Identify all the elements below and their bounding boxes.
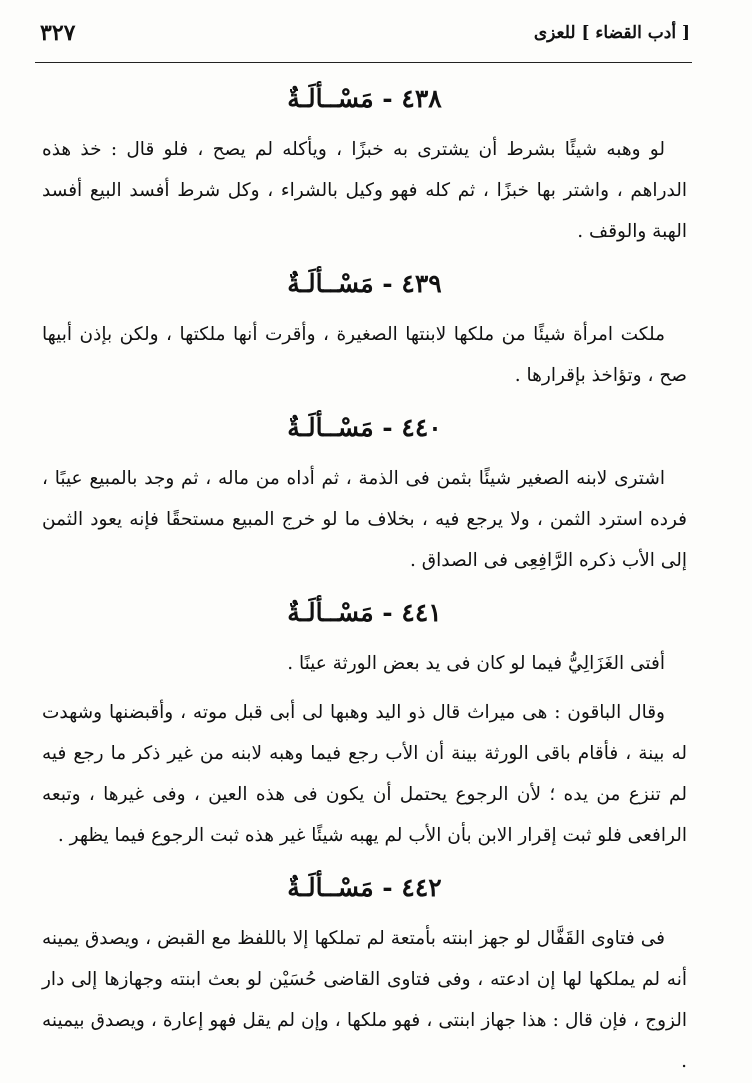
issue-section-442 bbox=[42, 864, 687, 1082]
issue-section-441 bbox=[42, 589, 687, 856]
issue-title: ٤٤٠ - مَسْــألَـةٌ bbox=[287, 413, 442, 442]
issue-paragraph: لو وهبه شيئًا بشرط أن يشترى به خبزًا ، ويأكله لم يصح ، فلو قال : خذ هذه الدراهم ، واشتر بها خبزًا ، ثم كله فهو وكيل بالشراء ، وكل شرط أفسد البيع أفسد الهبة والوقف . bbox=[42, 139, 687, 242]
issue-paragraph: اشترى لابنه الصغير شيئًا بثمن فى الذمة ، ثم أداه من ماله ، ثم وجد بالمبيع عيبًا ، فرده استرد الثمن ، ولا يرجع فيه ، بخلاف ما لو خرج المبيع مستحقًا فإنه يعود الثمن إلى الأب ذكره الرَّافِعِى فى الصداق . bbox=[42, 468, 687, 571]
issue-paragraph: أفتى الغَزَالِيُّ فيما لو كان فى يد بعض الورثة عينًا . bbox=[287, 653, 665, 674]
issue-section-439 bbox=[42, 260, 687, 396]
page-header bbox=[40, 18, 690, 48]
issue-section-440 bbox=[42, 404, 687, 581]
issue-paragraph: ملكت امرأة شيئًا من ملكها لابنتها الصغيرة ، وأقرت أنها ملكتها ، ولكن بإذن أبيها صح ، وتؤاخذ بإقرارها . bbox=[42, 324, 687, 386]
issue-title: ٤٣٨ - مَسْــألَـةٌ bbox=[287, 84, 442, 113]
issue-title: ٤٤١ - مَسْــألَـةٌ bbox=[287, 598, 442, 627]
issue-paragraph: وقال الباقون : هى ميراث قال ذو اليد وهبها لى أبى قبل موته ، وأقبضنها وشهدت له بينة ، فأقام باقى الورثة بينة أن الأب رجع فيما وهبه لابنه من غير ذكر ما رجع فيه لم تنزع من يده ؛ لأن الرجوع يحتمل أن يكون فى هذه العين ، وفى غيرها ، وتبعه الرافعى فلو ثبت إقرار الابن بأن الأب لم يهبه شيئًا غير هذه ثبت الرجوع فيما يظهر . bbox=[42, 702, 687, 846]
issue-section-438 bbox=[42, 75, 687, 252]
issue-title: ٤٤٢ - مَسْــألَـةٌ bbox=[287, 873, 442, 902]
issue-paragraph: فى فتاوى القَفَّال لو جهز ابنته بأمتعة لم تملكها إلا باللفظ مع القبض ، ويصدق يمينه أنه لم يملكها لها إن ادعته ، وفى فتاوى القاضى حُسَيْن لو بعث ابنته وجهازها إلى دار الزوج ، فإن قال : هذا جهاز ابنتى ، فهو ملكها ، وإن لم يقل فهو إعارة ، ويصدق بيمينه . bbox=[42, 928, 687, 1072]
issue-title: ٤٣٩ - مَسْــألَـةٌ bbox=[287, 269, 442, 298]
page-number: ٣٢٧ bbox=[40, 20, 76, 46]
header-rule bbox=[35, 62, 692, 63]
running-head: [ أدب القضاء ] للعزى bbox=[533, 23, 690, 43]
page-content bbox=[42, 75, 687, 1083]
